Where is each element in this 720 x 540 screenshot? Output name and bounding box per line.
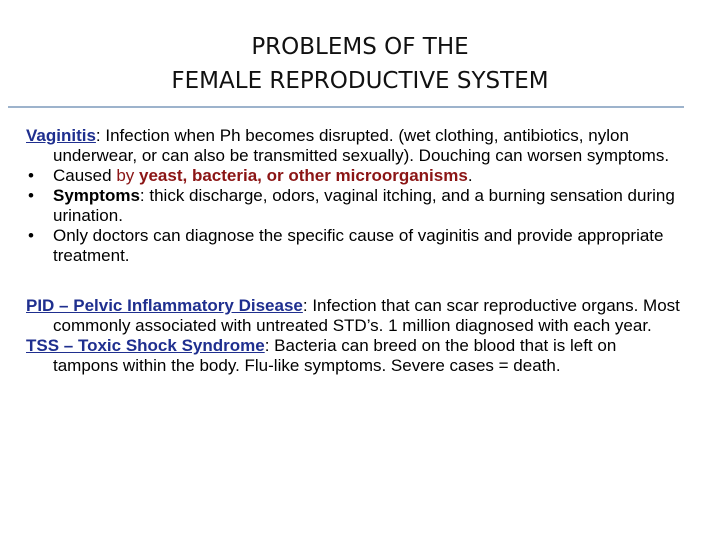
cause-list: yeast, bacteria, or other microorganisms (139, 166, 468, 185)
bullet-icon: • (28, 166, 34, 185)
vaginitis-diagnosis-bullet (26, 226, 686, 266)
tss-description: Bacteria can breed on the blood that is left on tampons within the body. Flu-like symptoms. Severe cases = death. (53, 336, 617, 375)
diagnosis-text: Only doctors can diagnose the specific cause of vaginitis and provide appropriate treatment. (53, 226, 664, 265)
vaginitis-description: Infection when Ph becomes disrupted. (wet clothing, antibiotics, nylon underwear, or can also be transmitted sexually). Douching can worsen symptoms. (53, 126, 670, 165)
vaginitis-symptoms-bullet (26, 186, 686, 226)
cause-prefix: Caused (53, 166, 117, 185)
pid-paragraph (26, 296, 686, 336)
vaginitis-cause-bullet (26, 166, 686, 186)
vaginitis-paragraph (26, 126, 686, 166)
symptoms-text: : thick discharge, odors, vaginal itching, and a burning sensation during urination. (53, 186, 675, 225)
bullet-icon: • (28, 226, 34, 245)
section-gap (26, 266, 686, 296)
vaginitis-term: Vaginitis (26, 126, 96, 145)
vaginitis-colon: : (95, 126, 101, 145)
bullet-icon: • (28, 186, 34, 205)
slide-title-line2: FEMALE REPRODUCTIVE SYSTEM (171, 68, 549, 94)
tss-colon: : (264, 336, 270, 355)
cause-end: . (467, 166, 473, 185)
tss-term: TSS – Toxic Shock Syndrome (26, 336, 265, 355)
pid-term: PID – Pelvic Inflammatory Disease (26, 296, 303, 315)
slide-body (26, 126, 686, 376)
pid-description: Infection that can scar reproductive organs. Most commonly associated with untreated STD’s. 1 million diagnosed with each year. (53, 296, 680, 335)
tss-paragraph (26, 336, 686, 376)
slide-title-line1: PROBLEMS OF THE (251, 34, 469, 60)
title-divider (8, 106, 684, 108)
slide-title (0, 30, 720, 98)
symptoms-label: Symptoms (53, 186, 140, 205)
cause-by: by (116, 166, 140, 185)
pid-colon: : (302, 296, 308, 315)
